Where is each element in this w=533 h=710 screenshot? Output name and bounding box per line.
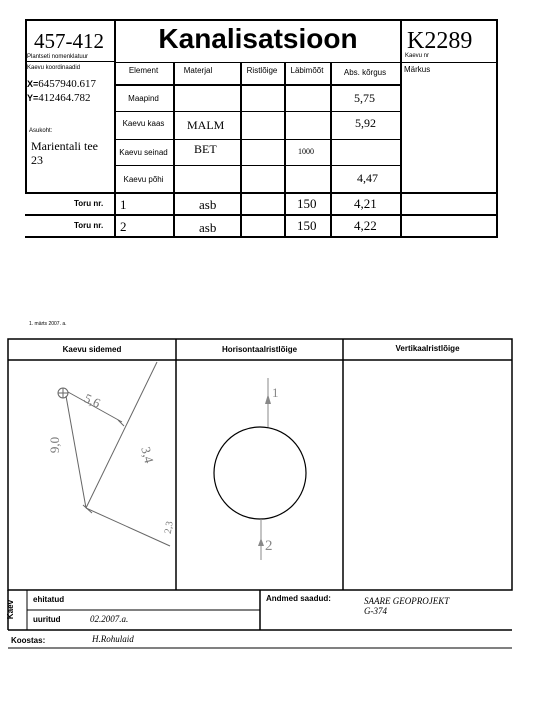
pipe-label-2: 2 (265, 538, 273, 554)
pipe-label-1: 1 (272, 385, 279, 400)
table-cell-element: Kaevu põhi (123, 175, 164, 184)
panel-title-horizontal: Horisontaalristlõige (221, 345, 298, 354)
pipe-material: asb (199, 197, 217, 212)
y-value: 412464.782 (38, 92, 91, 104)
col-header-elevation: Abs. kõrgus (343, 67, 387, 77)
address-label: Asukoht: (29, 128, 53, 134)
x-label: X= (27, 79, 39, 89)
pipe-elevation: 4,22 (354, 218, 377, 233)
col-header-cross-section: Ristlõige (246, 66, 278, 75)
table-cell-material: MALM (187, 118, 225, 132)
table-cell-elevation: 5,75 (354, 91, 375, 105)
table-cell-element: Kaevu kaas (122, 119, 165, 128)
well-number: K2289 (407, 28, 473, 54)
pipe-material: asb (199, 220, 217, 235)
table-cell-element: Kaevu seinad (119, 148, 168, 157)
y-label: Y= (27, 93, 39, 103)
sketch-label-2-3: 2,3 (162, 520, 176, 535)
sketch-label-9-0: 9,0 (47, 436, 63, 454)
pipe-row-label: Toru nr. (74, 199, 104, 208)
col-header-material: Materjal (183, 66, 213, 75)
data-from-company: SAARE GEOPROJEKT (364, 596, 450, 606)
surveyed-label: uuritud (33, 615, 61, 624)
x-value: 6457940.617 (38, 78, 97, 90)
table-cell-elevation: 5,92 (355, 116, 376, 130)
pipe-diameter: 150 (297, 196, 317, 211)
panel-title-connections: Kaevu sidemed (62, 345, 122, 354)
compiled-label: Koostas: (11, 636, 46, 645)
built-label: ehitatud (33, 595, 65, 604)
surveyed-value: 02.2007.a. (90, 614, 129, 624)
sheet-number-label: Plantseti nomenklatuur (27, 54, 89, 60)
compiled-value: H.Rohulaid (92, 634, 134, 644)
sheet-number: 457-412 (34, 29, 104, 53)
address-line-2: 23 (31, 153, 43, 167)
kaev-label: Kaev (6, 599, 16, 620)
data-from-code: G-374 (364, 606, 387, 616)
pipe-number: 2 (120, 219, 127, 234)
well-number-label: Kaevu nr (405, 53, 430, 59)
col-header-diameter: Läbimõõt (290, 66, 324, 75)
data-from-label: Andmed saadud: (266, 594, 331, 603)
col-header-note: Märkus (404, 65, 431, 74)
address-line-1: Marientali tee (31, 139, 98, 153)
coordinates-label: Kaevu koordinaadid (27, 65, 81, 71)
pipe-number: 1 (120, 197, 127, 212)
panel-title-vertical: Vertikaalristlõige (395, 344, 460, 353)
page-title: Kanalisatsioon (158, 23, 358, 54)
pipe-row-label: Toru nr. (74, 221, 104, 230)
table-cell-diameter: 1000 (298, 147, 314, 156)
drawing-date: 1. märts 2007. a. (29, 321, 67, 327)
table-cell-elevation: 4,47 (357, 171, 378, 185)
pipe-elevation: 4,21 (354, 196, 377, 211)
table-cell-element: Maapind (128, 94, 159, 103)
pipe-diameter: 150 (297, 218, 317, 233)
table-cell-material: BET (194, 142, 217, 156)
sketch-label-5-6: 5,6 (81, 390, 103, 411)
sketch-label-3-4: 3,4 (138, 445, 157, 465)
col-header-element: Element (128, 66, 159, 75)
